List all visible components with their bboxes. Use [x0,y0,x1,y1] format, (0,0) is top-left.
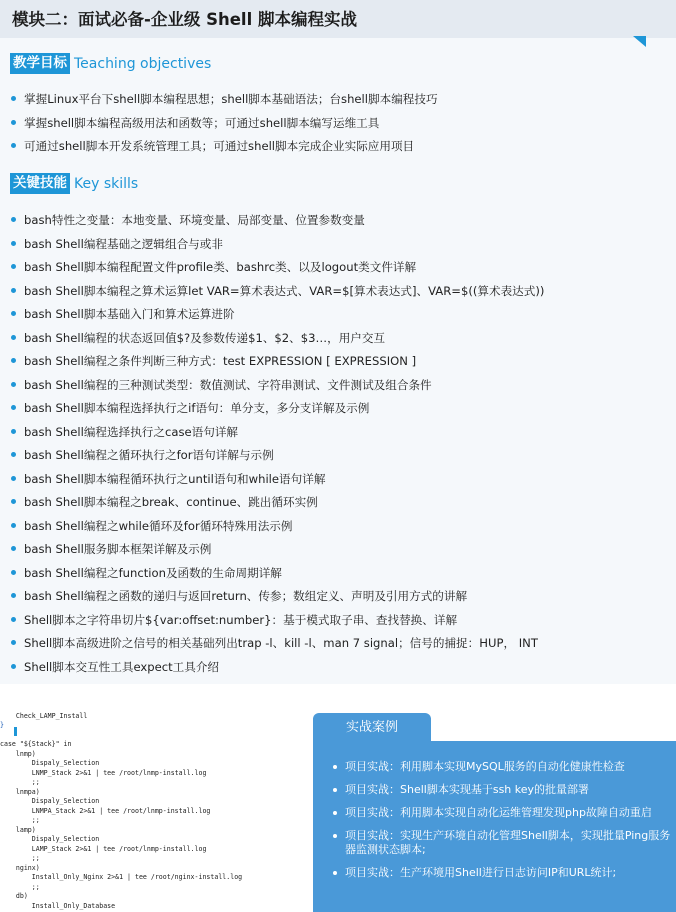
skill-item: bash Shell脚本编程选择执行之if语句：单分支，多分支详解及示例 [10,398,544,422]
code-line: LAMP_Stack 2>&1 | tee /root/lnmp-install.log [0,845,207,853]
skill-item: bash Shell脚本编程之break、continue、跳出循环实例 [10,492,544,516]
skill-item: bash Shell脚本编程配置文件profile类、bashrc类、以及logout类文件详解 [10,257,544,281]
code-line: case "${Stack}" in [0,740,72,748]
cases-title: 实战案例 [313,713,431,741]
code-line: ;; [0,778,40,786]
code-line: lnmp) [0,750,36,758]
case-item: 项目实战：生产环境用Shell进行日志访问IP和URL统计; [331,866,673,880]
case-item: 项目实战：实现生产环境自动化管理Shell脚本，实现批量Ping服务器监测状态脚本; [331,829,673,857]
code-line: Dispaly_Selection [0,759,100,767]
skill-item: bash Shell脚本编程之算术运算let VAR=算术表达式、VAR=$[算术表达式]、VAR=$((算术表达式)) [10,281,544,305]
skill-item: bash Shell脚本基础入门和算术运算进阶 [10,304,544,328]
page-title: 模块二：面试必备-企业级 Shell 脚本编程实战 [12,10,357,29]
skills-heading [10,173,138,194]
code-line: ;; [0,816,40,824]
skill-item: bash Shell编程基础之逻辑组合与或非 [10,234,544,258]
skill-item: Shell脚本高级进阶之信号的相关基础列出trap -l、kill -l、man 7 signal；信号的捕捉：HUP， INT [10,633,544,657]
code-line: ;; [0,854,40,862]
skill-item: bash Shell编程之循环执行之for语句详解与示例 [10,445,544,469]
code-line: LNMP_Stack 2>&1 | tee /root/lnmp-install.log [0,769,207,777]
cases-list [331,760,673,889]
code-line: Dispaly_Selection [0,835,100,843]
case-item: 项目实战：利用脚本实现MySQL服务的自动化健康性检查 [331,760,673,774]
objective-item: 可通过shell脚本开发系统管理工具；可通过shell脚本完成企业实际应用项目 [10,136,438,160]
skill-item: bash Shell编程的三种测试类型：数值测试、字符串测试、文件测试及组合条件 [10,375,544,399]
case-item: 项目实战：利用脚本实现自动化运维管理发现php故障自动重启 [331,806,673,820]
objectives-tag-en: Teaching objectives [74,55,212,72]
code-line: ;; [0,883,40,891]
objectives-tag: 教学目标 [10,53,70,74]
code-line: lamp) [0,826,36,834]
skill-item: bash Shell编程选择执行之case语句详解 [10,422,544,446]
objectives-list [10,89,438,160]
skill-item: bash特性之变量：本地变量、环境变量、局部变量、位置参数变量 [10,210,544,234]
skill-item: bash Shell编程之函数的递归与返回return、传参；数组定义、声明及引用方式的讲解 [10,586,544,610]
code-screenshot [0,700,300,912]
skills-tag-en: Key skills [74,175,139,192]
corner-triangle-icon [633,36,646,47]
code-line: nginx) [0,864,40,872]
skill-item: Shell脚本交互性工具expect工具介绍 [10,657,544,681]
objective-item: 掌握shell脚本编程高级用法和函数等；可通过shell脚本编写运维工具 [10,113,438,137]
skill-item: bash Shell编程之条件判断三种方式：test EXPRESSION [ EXPRESSION ] [10,351,544,375]
skill-item: Shell脚本之字符串切片${var:offset:number}：基于模式取子串、查找替换、详解 [10,610,544,634]
case-item: 项目实战：Shell脚本实现基于ssh key的批量部署 [331,783,673,797]
code-line: Install_Only_Database [0,902,116,910]
skill-item: bash Shell脚本编程循环执行之until语句和while语句详解 [10,469,544,493]
code-cursor-marker [14,727,17,736]
code-line: Install_Only_Nginx 2>&1 | tee /root/nginx-install.log [0,873,243,881]
skill-item: bash Shell编程之while循环及for循环特殊用法示例 [10,516,544,540]
objective-item: 掌握Linux平台下shell脚本编程思想；shell脚本基础语法；台shell脚本编程技巧 [10,89,438,113]
code-line: Check_LAMP_Install [0,712,88,720]
code-line: } [0,721,4,729]
skill-item: bash Shell编程之function及函数的生命周期详解 [10,563,544,587]
objectives-heading [10,53,211,74]
skills-tag: 关键技能 [10,173,70,194]
code-line: Dispaly_Selection [0,797,100,805]
skills-list [10,210,544,680]
skill-item: bash Shell服务脚本框架详解及示例 [10,539,544,563]
skill-item: bash Shell编程的状态返回值$?及参数传递$1、$2、$3…，用户交互 [10,328,544,352]
code-line: lnmpa) [0,788,40,796]
code-line: db) [0,892,28,900]
code-line: LNMPA_Stack 2>&1 | tee /root/lnmp-install.log [0,807,211,815]
title-bar [0,0,676,38]
